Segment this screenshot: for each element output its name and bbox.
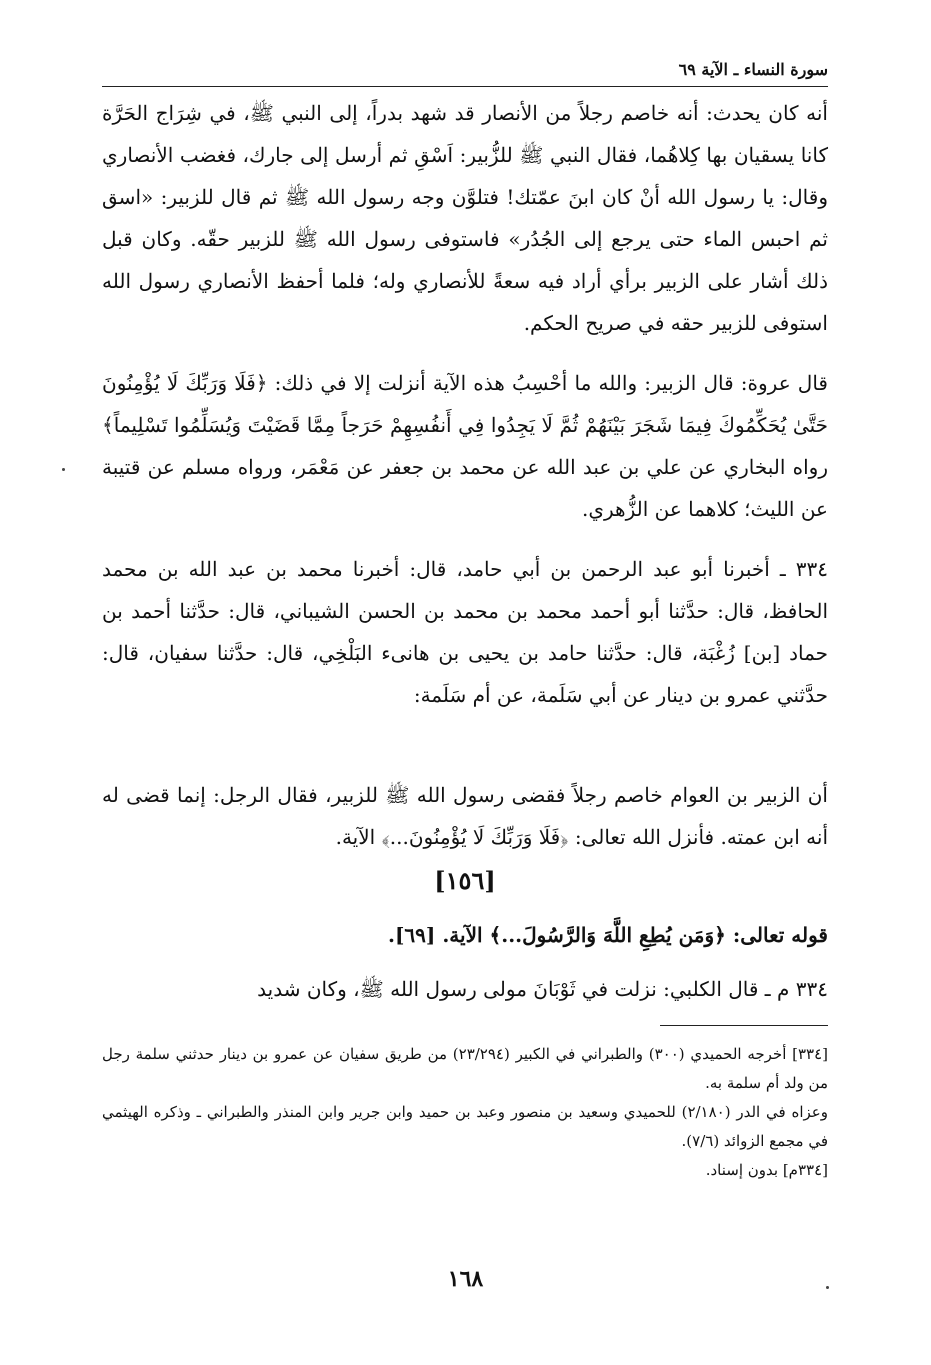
paragraph-urwa-quote bbox=[102, 362, 828, 530]
page-number: ١٦٨ bbox=[447, 1266, 484, 1292]
footnote: [٣٣٤] أخرجه الحميدي (٣٠٠) والطبراني في الكبير (٢٣/٢٩٤) من طريق سفيان عن عمرو بن دينار حدثني سلمة رجل من ولد أم سلمة به. bbox=[102, 1045, 828, 1092]
footnote: وعزاه في الدر (٢/١٨٠) للحميدي وسعيد بن منصور وعبد بن حميد وابن جرير وابن المنذر والطبراني ـ وذكره الهيثمي في مجمع الزوائد (٧/٦). bbox=[102, 1103, 828, 1150]
paragraph-text: أن الزبير بن العوام خاصم رجلاً فقضى رسول الله ﷺ للزبير، فقال الرجل: إنما قضى له أنه ابن عمته. فأنزل الله تعالى: ﴿فَلَا وَرَبِّكَ لَا يُؤْمِنُونَ...﴾ الآية. bbox=[102, 783, 828, 849]
paragraph-text: ٣٣٤ م ـ قال الكلبي: نزلت في ثَوْبَانَ مولى رسول الله ﷺ، وكان شديد bbox=[257, 977, 828, 1001]
paragraph-text: ٣٣٤ ـ أخبرنا أبو عبد الرحمن بن أبي حامد، قال: أخبرنا محمد بن عبد الله بن محمد الحافظ، قال: حدَّثنا أبو أحمد محمد بن محمد بن الحسن الشيباني، قال: حدَّثنا أحمد بن حماد [بن] زُغْبَة، قال: حدَّثنا حامد بن يحيى بن هانىء البَلْخِي، قال: حدَّثنا سفيان، قال: حدَّثني عمرو بن دينار عن أبي سَلَمة، عن أم سَلَمة: bbox=[102, 557, 828, 707]
section-number: [١٥٦] bbox=[434, 866, 496, 895]
paragraph-text: قال عروة: قال الزبير: والله ما أحْسِبُ هذه الآية أنزلت إلا في ذلك: ﴿فَلَا وَرَبِّكَ لَا يُؤْمِنُونَ حَتَّىٰ يُحَكِّمُوكَ فِيمَا شَجَرَ بَيْنَهُمْ ثُمَّ لَا يَجِدُوا فِي أَنفُسِهِمْ حَرَجاً مِمَّا قَضَيْتَ وَيُسَلِّمُوا تَسْلِيماً﴾ رواه البخاري عن علي بن عبد الله عن محمد بن جعفر عن مَعْمَر، ورواه مسلم عن قتيبة عن الليث؛ كلاهما عن الزُّهري. bbox=[102, 371, 828, 521]
paragraph-334m bbox=[102, 968, 828, 1010]
footnote: [٣٣٤م] بدون إسناد. bbox=[705, 1161, 828, 1179]
verse-heading-text: قوله تعالى: ﴿وَمَن يُطِعِ اللَّهَ وَالرَّسُولَ...﴾ الآية. [٦٩]. bbox=[387, 923, 828, 947]
running-header bbox=[102, 58, 828, 87]
footnote-divider bbox=[660, 1025, 828, 1026]
paragraph-text: أنه كان يحدث: أنه خاصم رجلاً من الأنصار قد شهد بدراً، إلى النبي ﷺ، في شِرَاج الحَرَّة كانا يسقيان بها كِلاهُما، فقال النبي ﷺ للزُّبير: اَسْقِ ثم أرسل إلى جارك، فغضب الأنصاري وقال: يا رسول الله أنْ كان ابنَ عمّتك! فتلوَّن وجه رسول الله ﷺ ثم قال للزبير: «اسق ثم احبس الماء حتى يرجع إلى الجُدُر» فاستوفى رسول الله ﷺ للزبير حقّه. وكان قبل ذلك أشار على الزبير برأي أراد فيه سعةً للأنصاري وله؛ فلما أحفظ الأنصاري رسول الله استوفى للزبير حقه في صريح الحكم. bbox=[102, 101, 828, 335]
paragraph-matn-334 bbox=[102, 774, 828, 858]
paragraph-hadith-zubair bbox=[102, 92, 828, 344]
header-title: سورة النساء ـ الآية ٦٩ bbox=[678, 60, 828, 79]
paragraph-isnad-334 bbox=[102, 548, 828, 716]
scan-speck bbox=[826, 1286, 829, 1289]
verse-heading bbox=[102, 914, 828, 956]
scan-speck bbox=[62, 468, 65, 471]
footnotes bbox=[102, 1040, 828, 1185]
